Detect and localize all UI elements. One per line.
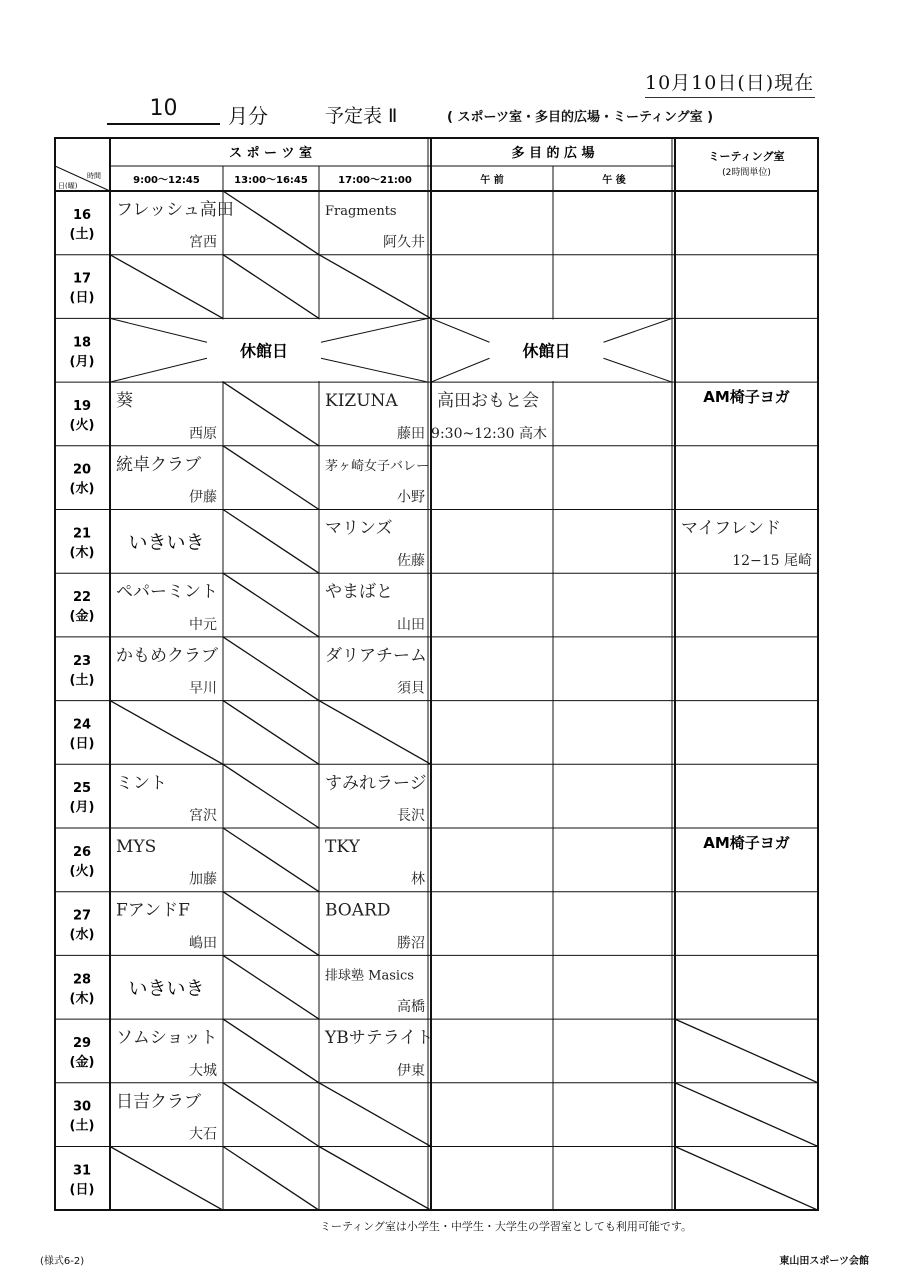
unavailable-slash bbox=[223, 382, 319, 446]
booking-group: 茅ヶ崎女子バレー bbox=[325, 458, 430, 474]
closed-label: 休館日 bbox=[522, 341, 571, 361]
row-date: 17 bbox=[72, 271, 92, 287]
booking-contact: 伊藤 bbox=[189, 489, 217, 506]
unavailable-slash bbox=[223, 573, 319, 637]
unavailable-slash bbox=[675, 1083, 818, 1147]
unavailable-slash bbox=[223, 701, 319, 765]
slot-header: 17:00～21:00 bbox=[338, 175, 412, 186]
slot-header: 13:00～16:45 bbox=[234, 175, 308, 186]
booking-contact: 12−15 尾崎 bbox=[732, 553, 812, 570]
booking-contact: 阿久井 bbox=[383, 234, 425, 251]
booking-group: マリンズ bbox=[325, 518, 393, 539]
unavailable-slash bbox=[675, 1147, 818, 1211]
booking-contact: 9:30~12:30 高木 bbox=[431, 425, 547, 442]
row-date: 30 bbox=[72, 1099, 92, 1115]
booking-contact: 長沢 bbox=[397, 808, 425, 824]
row-weekday: (月) bbox=[69, 354, 95, 370]
row-weekday: (日) bbox=[69, 290, 95, 306]
unavailable-slash bbox=[223, 1019, 319, 1083]
table-border bbox=[55, 138, 818, 1210]
row-date: 29 bbox=[72, 1035, 92, 1051]
booking-group: KIZUNA bbox=[325, 391, 398, 412]
booking-group: かもめクラブ bbox=[116, 645, 218, 666]
unavailable-slash bbox=[223, 255, 319, 319]
unavailable-slash bbox=[223, 892, 319, 956]
row-weekday: (水) bbox=[69, 927, 95, 943]
unavailable-slash bbox=[223, 955, 319, 1019]
corner-date-label: 日(曜) bbox=[58, 182, 78, 190]
unavailable-slash bbox=[319, 701, 431, 765]
booking-contact: 伊東 bbox=[397, 1062, 425, 1079]
unavailable-slash bbox=[223, 1147, 319, 1211]
booking-group: すみれラージ bbox=[325, 773, 427, 794]
row-weekday: (火) bbox=[69, 417, 95, 433]
row-weekday: (日) bbox=[69, 1182, 95, 1198]
booking-group: 高田おもと会 bbox=[437, 391, 539, 412]
booking-group: ソムショット bbox=[116, 1028, 218, 1049]
booking-group: マイフレンド bbox=[681, 518, 782, 539]
unavailable-slash bbox=[223, 510, 319, 574]
row-weekday: (金) bbox=[69, 1054, 95, 1070]
row-weekday: (木) bbox=[69, 991, 95, 1007]
booking-contact: 佐藤 bbox=[397, 553, 425, 570]
booking-contact: 山田 bbox=[397, 616, 425, 633]
booking-contact: 大城 bbox=[189, 1062, 217, 1079]
unavailable-slash bbox=[319, 1147, 431, 1211]
row-weekday: (金) bbox=[69, 609, 95, 625]
booking-group: 葵 bbox=[116, 391, 133, 412]
footnote: ミーティング室は小学生・中学生・大学生の学習室としても利用可能です。 bbox=[320, 1220, 693, 1233]
month-label: 月分 bbox=[228, 104, 268, 128]
booking-contact: 加藤 bbox=[189, 871, 217, 888]
booking-printed: いきいき bbox=[128, 977, 205, 1000]
row-weekday: (土) bbox=[69, 672, 95, 688]
booking-contact: 高橋 bbox=[397, 999, 425, 1016]
slot-header: 午 前 bbox=[480, 175, 504, 186]
unavailable-slash bbox=[675, 1019, 818, 1083]
booking-contact: 中元 bbox=[189, 616, 217, 633]
status-stamp: 10月10日(日)現在 bbox=[645, 68, 815, 98]
booking-group: ペパーミント bbox=[116, 582, 218, 603]
row-date: 27 bbox=[72, 908, 92, 924]
booking-printed: いきいき bbox=[128, 531, 205, 554]
booking-contact: 宮沢 bbox=[189, 808, 217, 824]
form-number: (様式6-2) bbox=[40, 1256, 85, 1267]
row-weekday: (火) bbox=[69, 863, 95, 879]
booking-group: Fragments bbox=[325, 204, 397, 219]
corner-time-label: 時間 bbox=[87, 172, 101, 180]
booking-group: TKY bbox=[325, 837, 360, 857]
booking-contact: 西原 bbox=[189, 425, 217, 442]
row-date: 23 bbox=[72, 653, 92, 669]
row-date: 22 bbox=[72, 590, 92, 606]
booking-group: MYS bbox=[116, 837, 157, 857]
row-date: 24 bbox=[72, 717, 92, 733]
closed-label: 休館日 bbox=[239, 341, 289, 361]
unavailable-slash bbox=[223, 446, 319, 510]
unavailable-slash bbox=[223, 764, 319, 828]
booking-printed: AM椅子ヨガ bbox=[703, 388, 790, 407]
booking-contact: 勝沼 bbox=[397, 935, 425, 952]
sports-room-header: ス ポ ー ツ 室 bbox=[228, 146, 313, 161]
booking-contact: 須貝 bbox=[397, 680, 425, 697]
row-date: 26 bbox=[72, 844, 92, 860]
plaza-header: 多 目 的 広 場 bbox=[511, 146, 595, 161]
row-date: 18 bbox=[72, 335, 92, 351]
row-weekday: (木) bbox=[69, 545, 95, 561]
row-date: 16 bbox=[72, 207, 92, 223]
unavailable-slash bbox=[319, 1083, 431, 1147]
booking-group: やまばと bbox=[325, 582, 393, 603]
row-weekday: (月) bbox=[69, 800, 95, 816]
row-date: 20 bbox=[72, 462, 92, 478]
slot-header: 9:00～12:45 bbox=[133, 175, 200, 186]
row-date: 31 bbox=[72, 1163, 92, 1179]
booking-group: BOARD bbox=[325, 900, 391, 921]
booking-group: FアンドF bbox=[116, 900, 190, 921]
unavailable-slash bbox=[223, 637, 319, 701]
row-weekday: (水) bbox=[69, 481, 95, 497]
organization-name: 東山田スポーツ会館 bbox=[779, 1256, 869, 1267]
booking-group: 日吉クラブ bbox=[116, 1091, 201, 1112]
booking-contact: 藤田 bbox=[397, 425, 425, 442]
row-date: 25 bbox=[72, 781, 92, 797]
row-weekday: (日) bbox=[69, 736, 95, 752]
unavailable-slash bbox=[319, 255, 431, 319]
slot-header: 午 後 bbox=[602, 175, 626, 186]
month-number: 10 bbox=[107, 96, 220, 125]
unavailable-slash bbox=[223, 828, 319, 892]
booking-contact: 大石 bbox=[189, 1126, 217, 1143]
page-subtitle: ( スポーツ室・多目的広場・ミーティング室 ) bbox=[447, 110, 714, 125]
meeting-room-note: (2時間単位) bbox=[722, 168, 771, 178]
row-date: 28 bbox=[72, 972, 92, 988]
booking-group: 排球塾 Masics bbox=[325, 968, 414, 984]
meeting-room-header: ミーティング室 bbox=[708, 150, 785, 163]
unavailable-slash bbox=[110, 1147, 223, 1211]
unavailable-slash bbox=[223, 191, 319, 255]
booking-group: ミント bbox=[116, 773, 167, 794]
row-weekday: (土) bbox=[69, 1118, 95, 1134]
booking-contact: 宮西 bbox=[189, 234, 217, 251]
row-date: 21 bbox=[72, 526, 92, 542]
unavailable-slash bbox=[223, 1083, 319, 1147]
booking-contact: 早川 bbox=[189, 680, 217, 697]
booking-group: フレッシュ高田 bbox=[116, 200, 234, 220]
booking-printed: AM椅子ヨガ bbox=[703, 834, 790, 852]
unavailable-slash bbox=[110, 255, 223, 319]
unavailable-slash bbox=[110, 701, 223, 765]
booking-group: YBサテライト bbox=[325, 1028, 434, 1049]
booking-contact: 小野 bbox=[397, 489, 425, 506]
booking-group: ダリアチーム bbox=[325, 645, 427, 666]
row-date: 19 bbox=[72, 398, 92, 414]
booking-group: 統卓クラブ bbox=[116, 454, 201, 475]
booking-contact: 林 bbox=[411, 871, 425, 888]
page-title: 予定表 Ⅱ bbox=[325, 105, 398, 127]
row-weekday: (土) bbox=[69, 226, 95, 242]
booking-contact: 嶋田 bbox=[189, 935, 217, 952]
